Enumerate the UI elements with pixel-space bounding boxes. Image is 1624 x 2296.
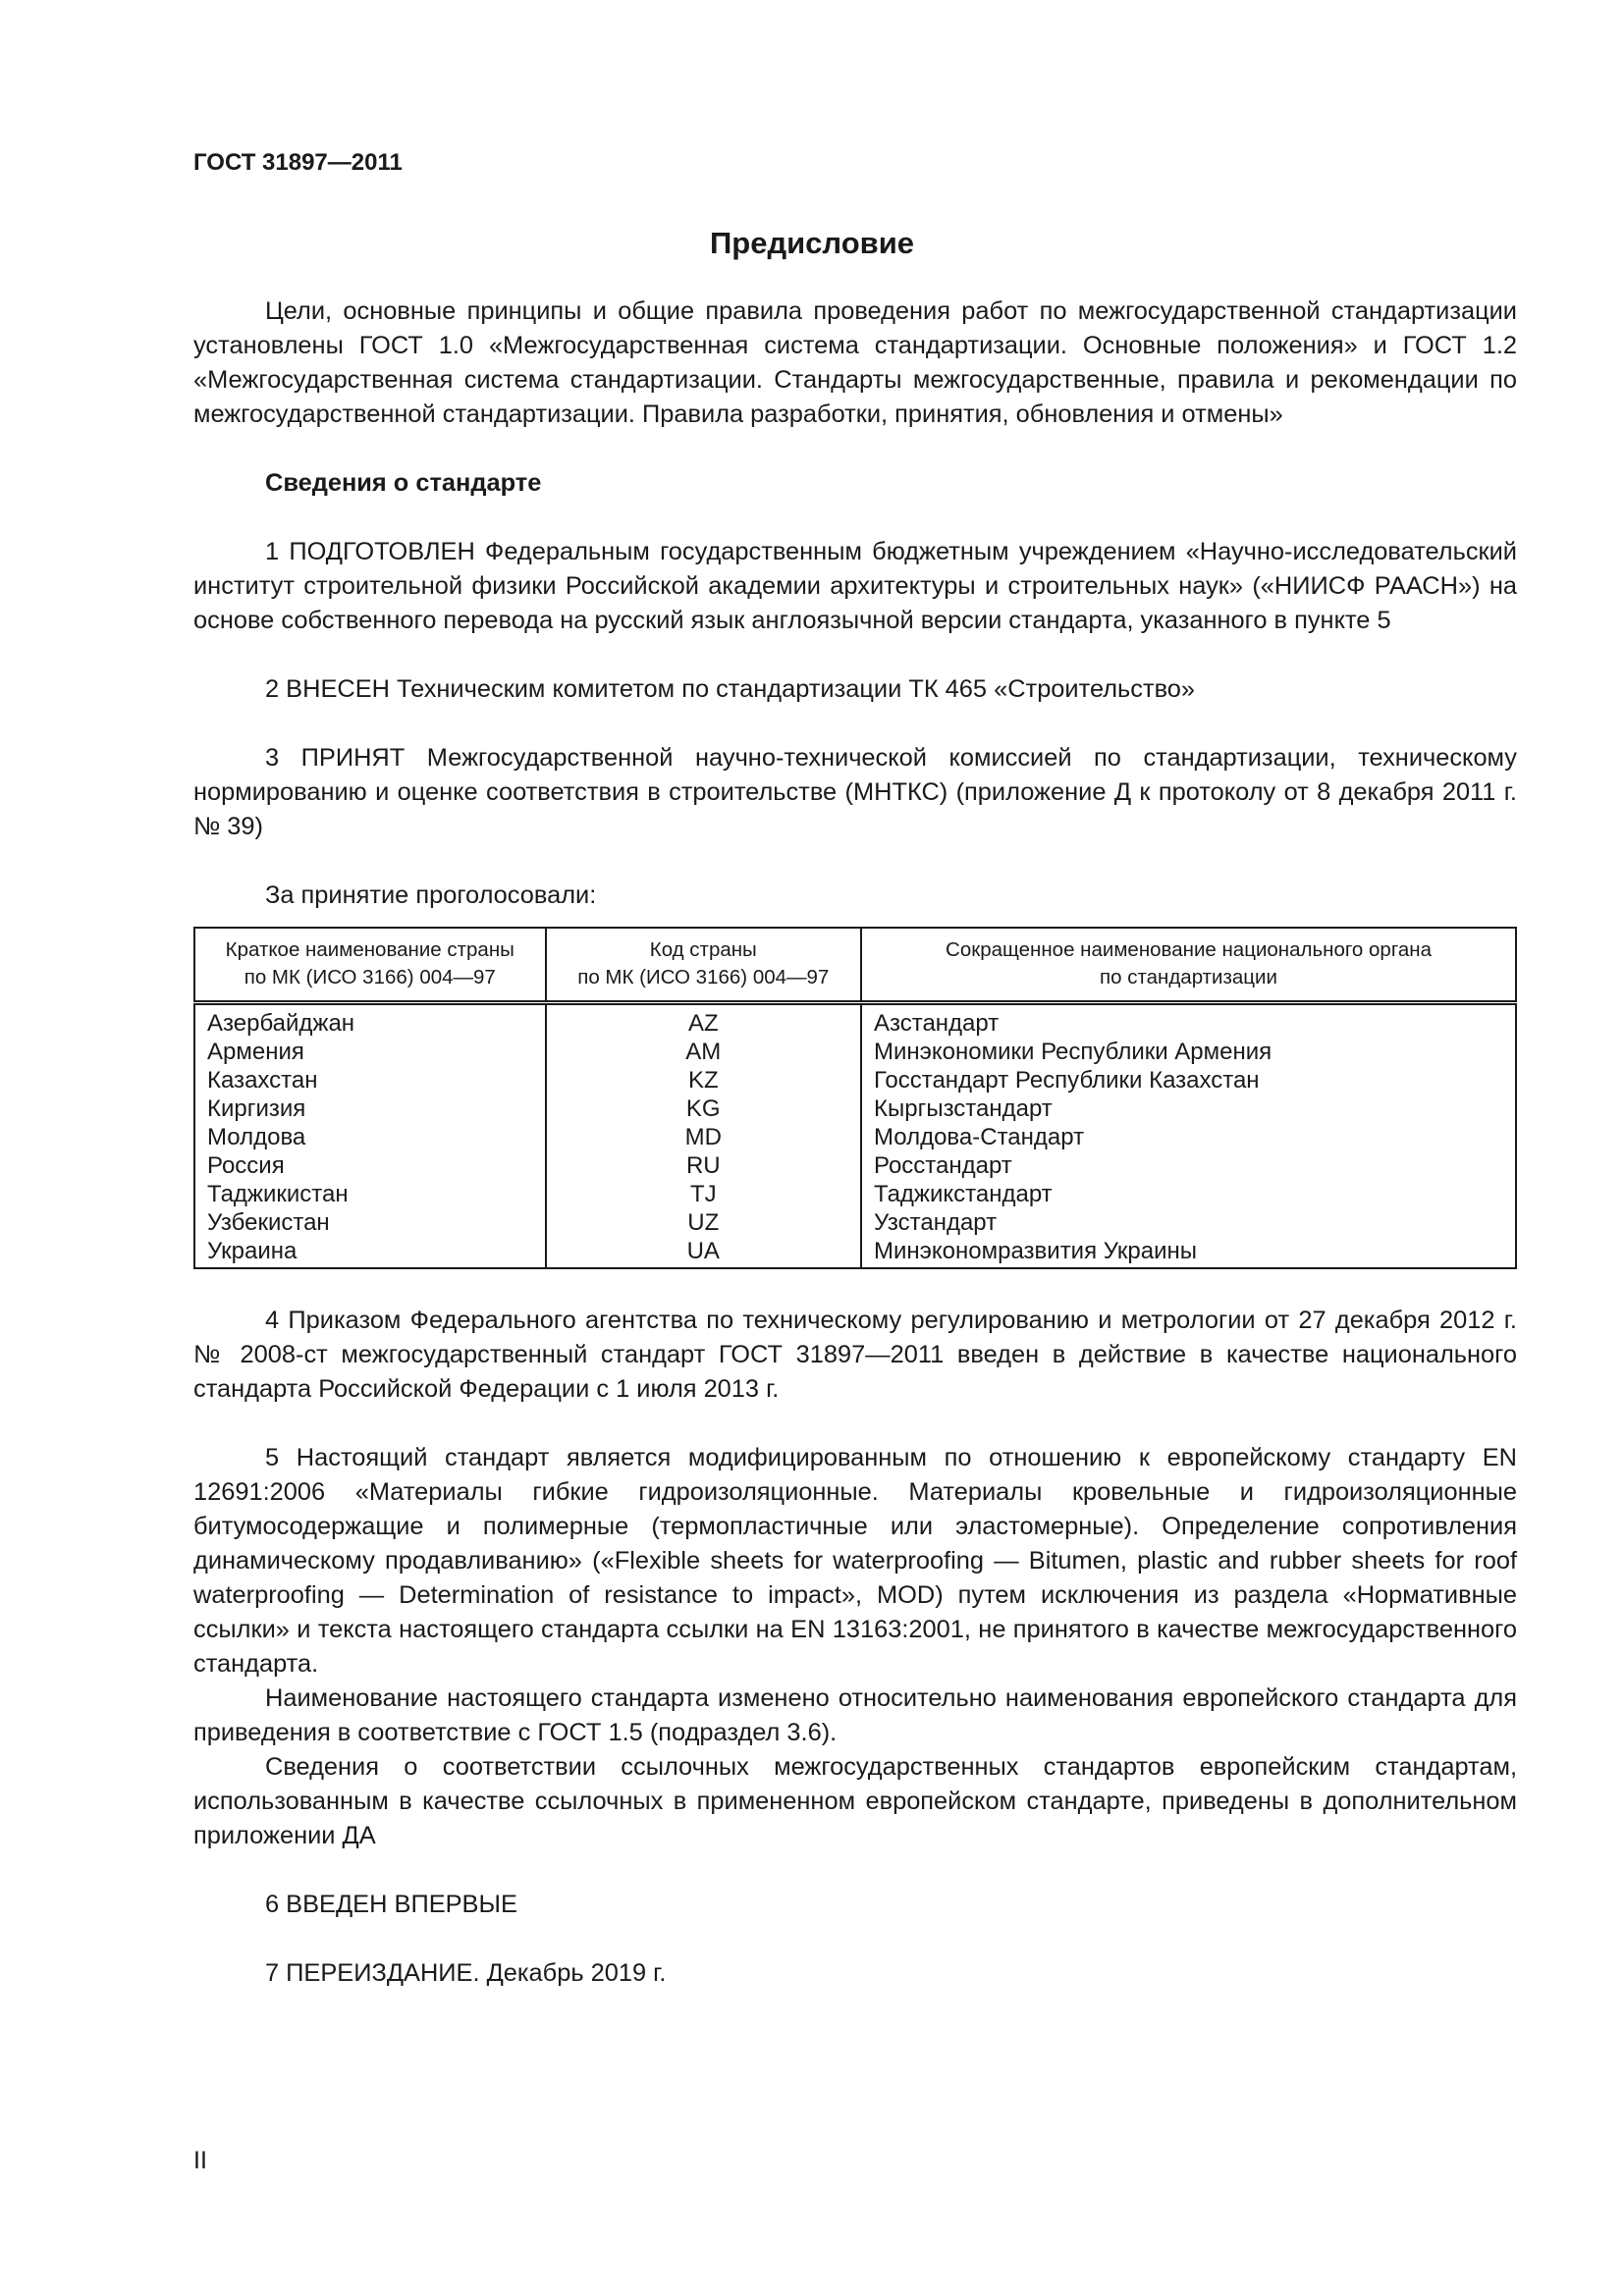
cell-code: AM <box>546 1038 861 1066</box>
cell-country: Азербайджан <box>194 1003 546 1039</box>
table-row <box>194 1208 1516 1237</box>
voted-label: За принятие проголосовали: <box>265 881 597 909</box>
table-row <box>194 1095 1516 1123</box>
item-7: 7 ПЕРЕИЗДАНИЕ. Декабрь 2019 г. <box>265 1959 667 1987</box>
cell-code: UZ <box>546 1208 861 1237</box>
item-1: 1 ПОДГОТОВЛЕН Федеральным государственным бюджетным учреждением «Научно-исследовательский институт строительной физики Российской академии архитектуры и строительных наук» («НИИСФ РААСН») на основе собственного перевода на русский язык англоязычной версии стандарта, указанного в пункте 5 <box>193 538 1517 634</box>
column-header-country: Краткое наименование страны по МК (ИСО 3166) 004—97 <box>194 928 546 1003</box>
cell-code: AZ <box>546 1003 861 1039</box>
page-number: II <box>193 2147 207 2174</box>
section-heading: Сведения о стандарте <box>265 469 542 497</box>
table-row <box>194 1003 1516 1039</box>
item-4: 4 Приказом Федерального агентства по техническому регулированию и метрологии от 27 декабря 2012 г. № 2008-ст межгосударственный стандарт ГОСТ 31897—2011 введен в действие в качестве национального стандарта Российской Федерации с 1 июля 2013 г. <box>193 1307 1517 1403</box>
cell-body: Минэкономики Республики Армения <box>861 1038 1516 1066</box>
cell-body: Минэкономразвития Украины <box>861 1237 1516 1268</box>
item-5-references-note: Сведения о соответствии ссылочных межгосударственных стандартов европейским стандартам, использованным в качестве ссылочных в примененном европейском стандарте, приведены в дополнительном приложении ДА <box>193 1753 1517 1849</box>
cell-body: Росстандарт <box>861 1151 1516 1180</box>
item-2: 2 ВНЕСЕН Техническим комитетом по стандартизации ТК 465 «Строительство» <box>265 675 1196 703</box>
cell-body: Молдова-Стандарт <box>861 1123 1516 1151</box>
cell-country: Россия <box>194 1151 546 1180</box>
cell-code: KZ <box>546 1066 861 1095</box>
document-body <box>193 294 1517 1991</box>
table-row <box>194 1151 1516 1180</box>
column-header-code: Код страны по МК (ИСО 3166) 004—97 <box>546 928 861 1003</box>
cell-country: Таджикистан <box>194 1180 546 1208</box>
cell-body: Таджикстандарт <box>861 1180 1516 1208</box>
cell-body: Узстандарт <box>861 1208 1516 1237</box>
table-row <box>194 1180 1516 1208</box>
cell-country: Армения <box>194 1038 546 1066</box>
voting-table <box>193 927 1517 1269</box>
item-5-rename-note: Наименование настоящего стандарта изменено относительно наименования европейского стандарта для приведения в соответствие с ГОСТ 1.5 (подраздел 3.6). <box>193 1684 1517 1746</box>
cell-country: Молдова <box>194 1123 546 1151</box>
cell-code: UA <box>546 1237 861 1268</box>
page-title: Предисловие <box>709 226 914 260</box>
table-row <box>194 1123 1516 1151</box>
cell-country: Казахстан <box>194 1066 546 1095</box>
cell-body: Госстандарт Республики Казахстан <box>861 1066 1516 1095</box>
item-3: 3 ПРИНЯТ Межгосударственной научно-технической комиссией по стандартизации, техническому нормированию и оценке соответствия в строительстве (МНТКС) (приложение Д к протоколу от 8 декабря 2011 г. № 39) <box>193 744 1517 840</box>
column-header-body: Сокращенное наименование национального органа по стандартизации <box>861 928 1516 1003</box>
cell-code: MD <box>546 1123 861 1151</box>
item-5: 5 Настоящий стандарт является модифицированным по отношению к европейскому стандарту EN 12691:2006 «Материалы гибкие гидроизоляционные. Материалы кровельные и гидроизоляционные битумосодержащие и полимерные (термопластичные или эластомерные). Определение сопротивления динамическому продавливанию» («Flexible sheets for waterproofing — Bitumen, plastic and rubber sheets for roof waterproofing — Determination of resistance to impact», MOD) путем исключения из раздела «Нормативные ссылки» и текста настоящего стандарта ссылки на EN 13163:2001, не принятого в качестве межгосударственного стандарта. <box>193 1444 1517 1678</box>
cell-body: Кыргызстандарт <box>861 1095 1516 1123</box>
document-code: ГОСТ 31897—2011 <box>193 149 403 176</box>
table-row <box>194 1038 1516 1066</box>
cell-code: TJ <box>546 1180 861 1208</box>
cell-country: Киргизия <box>194 1095 546 1123</box>
intro-paragraph: Цели, основные принципы и общие правила проведения работ по межгосударственной стандартизации установлены ГОСТ 1.0 «Межгосударственная система стандартизации. Основные положения» и ГОСТ 1.2 «Межгосударственная система стандартизации. Стандарты межгосударственные, правила и рекомендации по межгосударственной стандартизации. Правила разработки, принятия, обновления и отмены» <box>193 297 1517 428</box>
cell-body: Азстандарт <box>861 1003 1516 1039</box>
table-header-row <box>194 928 1516 1003</box>
cell-country: Украина <box>194 1237 546 1268</box>
table-row <box>194 1237 1516 1268</box>
table-row <box>194 1066 1516 1095</box>
cell-code: KG <box>546 1095 861 1123</box>
cell-code: RU <box>546 1151 861 1180</box>
item-6: 6 ВВЕДЕН ВПЕРВЫЕ <box>265 1891 517 1918</box>
cell-country: Узбекистан <box>194 1208 546 1237</box>
